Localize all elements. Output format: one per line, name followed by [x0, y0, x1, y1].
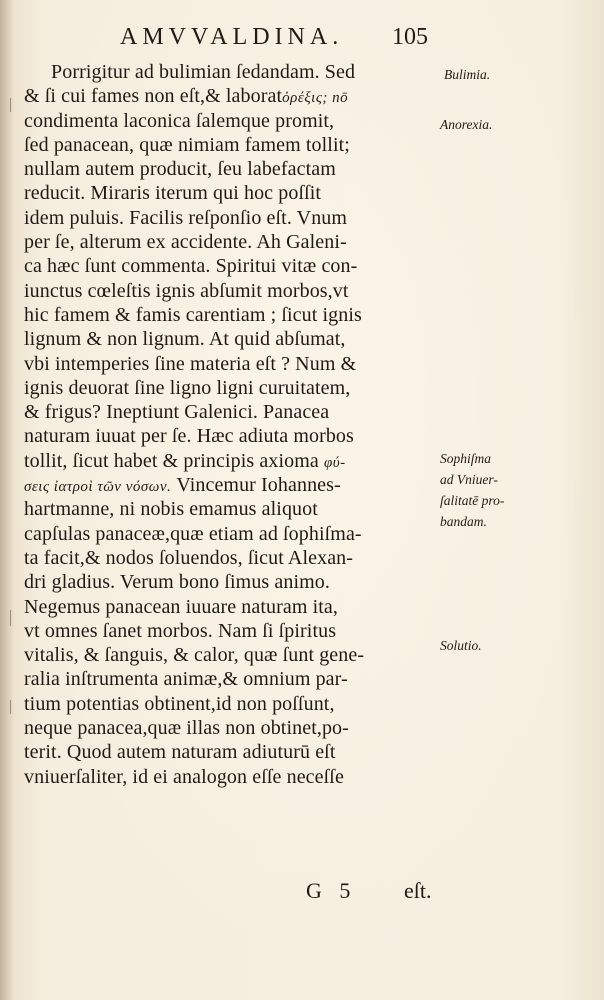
- text-line-1: Porrigitur ad bulimian ſedandam. Sed: [51, 61, 356, 83]
- text-line-22: dri gladius. Verum bono ſimus animo.: [24, 571, 330, 594]
- margin-note-sophisma-2: ad Vniuer-: [440, 472, 498, 487]
- text-line-28: neque panacea,quæ illas non obtinet,po-: [24, 717, 349, 740]
- greek-iatroi: σεις ἰατροὶ τῶν νόσων.: [24, 479, 172, 496]
- greek-orexis: ὀρέξις; nō: [282, 90, 349, 107]
- page-number: 105: [392, 24, 428, 50]
- text-line-10: iunctus cœleſtis ignis abſumit morbos,vt: [24, 279, 349, 302]
- margin-note-sophisma-1: Sophiſma: [440, 451, 492, 466]
- text-line-7: idem puluis. Facilis reſponſio eſt. Vnum: [24, 206, 348, 229]
- text-line-25: vitalis, & ſanguis, & calor, quæ ſunt gene-: [24, 644, 365, 667]
- text-line-30: vniuerſaliter, id ei analogon eſſe neceſſe: [24, 765, 344, 788]
- text-line-11: hic famem & famis carentiam ; ſicut ignis: [24, 303, 362, 326]
- text-line-21: ta facit,& nodos ſoluendos, ſicut Alexan-: [24, 546, 354, 569]
- text-line-13: vbi intemperies ſine materia eſt ? Num &: [24, 352, 357, 375]
- text-line-17-latin: tollit, ſicut habet & principis axioma: [24, 449, 319, 472]
- margin-note-sophisma-4: bandam.: [440, 514, 487, 529]
- print-mark: [10, 700, 11, 714]
- running-title: AMVVALDINA.: [120, 24, 344, 50]
- text-line-23: Negemus panacean iuuare naturam ita,: [24, 595, 339, 618]
- margin-note-anorexia: Anorexia.: [440, 117, 493, 132]
- text-line-9: ca hæc ſunt commenta. Spiritui vitæ con-: [24, 255, 358, 278]
- text-line-14: ignis deuorat ſine ligno ligni curuitatem,: [24, 376, 351, 399]
- text-line-16: naturam iuuat per ſe. Hæc adiuta morbos: [24, 425, 354, 448]
- text-line-2-latin: & ſi cui fames non eſt,& laborat: [24, 85, 283, 108]
- text-line-6: reducit. Miraris iterum qui hoc poſſit: [24, 182, 322, 205]
- text-line-12: lignum & non lignum. At quid abſumat,: [24, 328, 346, 351]
- page-footer: [0, 878, 604, 910]
- text-line-24: vt omnes ſanet morbos. Nam ſi ſpiritus: [24, 619, 337, 642]
- text-line-4: ſed panacean, quæ nimiam famem tollit;: [24, 133, 350, 156]
- greek-phy: φύ-: [323, 454, 346, 471]
- text-line-27: tium potentias obtinent,id non poſſunt,: [24, 692, 335, 715]
- text-line-5: nullam autem producit, ſeu labefactam: [24, 158, 336, 181]
- catchword: eſt.: [404, 878, 432, 903]
- text-line-18-latin: Vincemur Iohannes-: [176, 474, 341, 497]
- text-line-26: ralia inſtrumenta animæ,& omnium par-: [24, 668, 348, 691]
- margin-note-sophisma-3: ſalitatē pro-: [440, 493, 505, 508]
- text-line-20: capſulas panaceæ,quæ etiam ad ſophiſma-: [24, 522, 362, 545]
- text-line-29: terit. Quod autem naturam adiuturū eſt: [24, 741, 336, 764]
- print-mark: [10, 98, 11, 112]
- text-line-19: hartmanne, ni nobis emamus aliquot: [24, 498, 318, 521]
- text-line-15: & frigus? Ineptiunt Galenici. Panacea: [24, 401, 330, 424]
- print-mark: [10, 610, 11, 626]
- margin-note-bulimia: Bulimia.: [444, 67, 491, 82]
- text-line-3: condimenta laconica ſalemque promit,: [24, 109, 335, 132]
- text-line-8: per ſe, alterum ex accidente. Ah Galeni-: [24, 231, 347, 254]
- signature-mark: G 5: [306, 878, 357, 903]
- margin-note-solutio: Solutio.: [440, 638, 482, 653]
